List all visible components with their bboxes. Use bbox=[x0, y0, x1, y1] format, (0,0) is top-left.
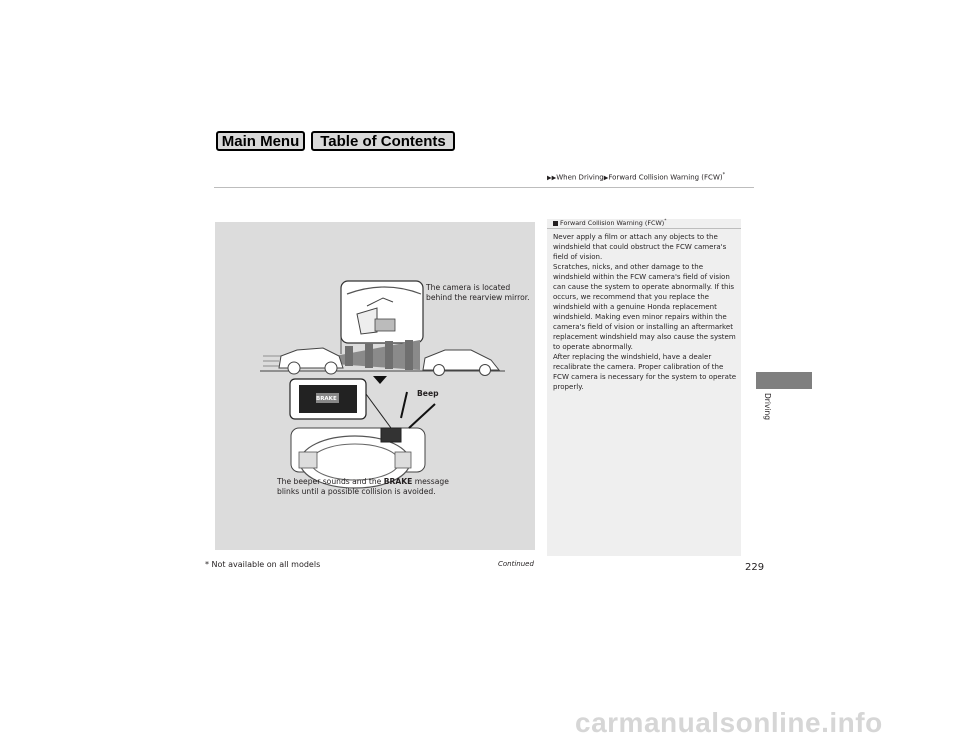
chapter-tab[interactable] bbox=[756, 372, 812, 389]
table-of-contents-button[interactable]: Table of Contents bbox=[311, 131, 455, 151]
breadcrumb-arrow-icon: ▶ bbox=[603, 174, 609, 182]
callout-brake bbox=[277, 477, 449, 496]
sidebar-paragraph: Scratches, nicks, and other damage to the windshield within the FCW camera's field of vision can cause the system to operate abnormally. If this occurs, we recommend that you replace the windshield with a genuine Honda replacement windshield. Making even minor repairs within the camera's field of vision or installing an aftermarket replacement windshield may also cause the system to operate abnormally. bbox=[553, 262, 736, 351]
callout-brake-post: message bbox=[412, 477, 449, 486]
main-menu-button[interactable]: Main Menu bbox=[216, 131, 305, 151]
callout-camera-line1: The camera is located bbox=[426, 283, 511, 292]
breadcrumb bbox=[547, 172, 725, 181]
sidebar-title bbox=[553, 219, 667, 227]
fcw-illustration-graphic bbox=[215, 222, 535, 550]
sidebar-title-note: * bbox=[664, 219, 667, 224]
callout-brake-bold: BRAKE bbox=[383, 477, 413, 486]
page-number: 229 bbox=[745, 562, 765, 573]
callout-brake-line2: blinks until a possible collision is avoided. bbox=[277, 486, 436, 496]
callout-camera-line2: behind the rearview mirror. bbox=[426, 292, 530, 302]
sidebar-title-text: Forward Collision Warning (FCW) bbox=[560, 219, 665, 228]
callout-camera bbox=[426, 283, 530, 302]
note-marker-icon bbox=[553, 221, 558, 226]
sidebar-body bbox=[553, 232, 741, 392]
chapter-tab-label[interactable]: Driving bbox=[763, 393, 772, 420]
fcw-illustration bbox=[215, 222, 535, 550]
callout-brake-pre: The beeper sounds and the bbox=[277, 477, 384, 486]
watermark: carmanualsonline.info bbox=[575, 707, 883, 738]
breadcrumb-level2[interactable]: Forward Collision Warning (FCW) bbox=[608, 173, 723, 182]
sidebar-rule bbox=[547, 228, 741, 229]
footnote: * Not available on all models bbox=[205, 560, 321, 569]
callout-beep: Beep bbox=[417, 389, 439, 398]
down-arrow-icon bbox=[373, 376, 387, 384]
breadcrumb-note-mark: * bbox=[722, 172, 726, 178]
breadcrumb-arrow-icon: ▶▶ bbox=[547, 174, 557, 182]
display-brake-text: BRAKE bbox=[316, 396, 337, 402]
sidebar-paragraph: After replacing the windshield, have a dealer recalibrate the camera. Proper calibration of the FCW camera is necessary for the system to operate properly. bbox=[553, 352, 737, 391]
breadcrumb-level1[interactable]: When Driving bbox=[556, 173, 604, 182]
sidebar-paragraph: Never apply a film or attach any objects to the windshield that could obstruct the FCW camera's field of vision. bbox=[553, 232, 727, 261]
continued-label: Continued bbox=[498, 560, 534, 568]
header-rule bbox=[214, 187, 754, 188]
